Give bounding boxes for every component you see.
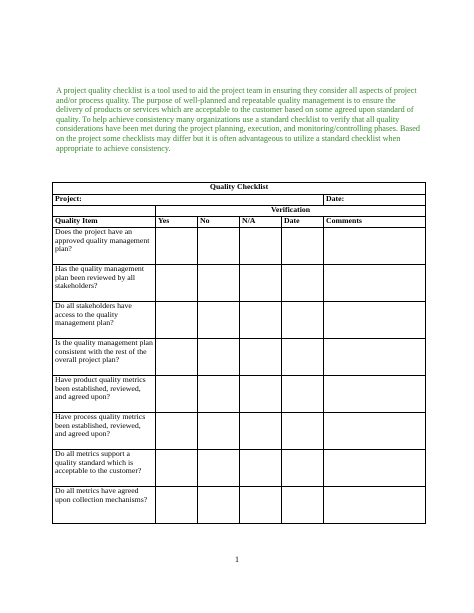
table-row: [53, 376, 426, 413]
table-title-row: [53, 183, 426, 195]
verification-label: Verification: [156, 206, 426, 217]
comments-cell[interactable]: [324, 413, 426, 450]
table-title: Quality Checklist: [53, 183, 426, 195]
table-row: [53, 265, 426, 302]
quality-item-cell: Does the project have an approved quality management plan?: [53, 228, 156, 265]
date-cell[interactable]: [282, 265, 324, 302]
no-cell[interactable]: [198, 413, 240, 450]
yes-cell[interactable]: [156, 228, 198, 265]
verification-row: [53, 206, 426, 217]
column-header-yes: Yes: [156, 217, 198, 228]
no-cell[interactable]: [198, 339, 240, 376]
verification-blank-cell: [53, 206, 156, 217]
quality-item-cell: Do all metrics support a quality standard which is acceptable to the customer?: [53, 450, 156, 487]
table-row: [53, 339, 426, 376]
na-cell[interactable]: [240, 302, 282, 339]
column-header-row: [53, 217, 426, 228]
comments-cell[interactable]: [324, 302, 426, 339]
project-label[interactable]: Project:: [53, 195, 324, 206]
date-label[interactable]: Date:: [324, 195, 426, 206]
column-header-item: Quality Item: [53, 217, 156, 228]
na-cell[interactable]: [240, 339, 282, 376]
yes-cell[interactable]: [156, 413, 198, 450]
comments-cell[interactable]: [324, 228, 426, 265]
table-row: [53, 413, 426, 450]
date-cell[interactable]: [282, 228, 324, 265]
project-row: [53, 195, 426, 206]
comments-cell[interactable]: [324, 450, 426, 487]
na-cell[interactable]: [240, 228, 282, 265]
no-cell[interactable]: [198, 487, 240, 524]
yes-cell[interactable]: [156, 487, 198, 524]
column-header-na: N/A: [240, 217, 282, 228]
table-row: [53, 450, 426, 487]
quality-item-cell: Have process quality metrics been established, reviewed, and agreed upon?: [53, 413, 156, 450]
table-row: [53, 302, 426, 339]
quality-item-cell: Do all stakeholders have access to the quality management plan?: [53, 302, 156, 339]
column-header-no: No: [198, 217, 240, 228]
yes-cell[interactable]: [156, 265, 198, 302]
intro-paragraph: A project quality checklist is a tool used to aid the project team in ensuring they consider all aspects of project and/or process quality. The purpose of well-planned and repeatable quality management is to ensure the delivery of products or services which are acceptable to the customer based on some agreed upon standard of quality. To help achieve consistency many organizations use a standard checklist to verify that all quality considerations have been met during the project planning, execution, and monitoring/controlling phases. Based on the project some checklists may differ but it is often advantageous to utilize a standard checklist when appropriate to achieve consistency.: [56, 86, 421, 153]
quality-checklist-table: [52, 182, 426, 524]
checklist-rows: [53, 228, 426, 524]
quality-item-cell: Has the quality management plan been reviewed by all stakeholders?: [53, 265, 156, 302]
comments-cell[interactable]: [324, 265, 426, 302]
date-cell[interactable]: [282, 339, 324, 376]
quality-item-cell: Is the quality management plan consistent with the rest of the overall project plan?: [53, 339, 156, 376]
table-row: [53, 487, 426, 524]
comments-cell[interactable]: [324, 376, 426, 413]
no-cell[interactable]: [198, 450, 240, 487]
date-cell[interactable]: [282, 450, 324, 487]
quality-item-cell: Have product quality metrics been established, reviewed, and agreed upon?: [53, 376, 156, 413]
date-cell[interactable]: [282, 487, 324, 524]
na-cell[interactable]: [240, 413, 282, 450]
yes-cell[interactable]: [156, 302, 198, 339]
no-cell[interactable]: [198, 265, 240, 302]
yes-cell[interactable]: [156, 376, 198, 413]
comments-cell[interactable]: [324, 339, 426, 376]
quality-item-cell: Do all metrics have agreed upon collection mechanisms?: [53, 487, 156, 524]
no-cell[interactable]: [198, 376, 240, 413]
column-header-date: Date: [282, 217, 324, 228]
column-header-comments: Comments: [324, 217, 426, 228]
date-cell[interactable]: [282, 376, 324, 413]
page-number: 1: [235, 555, 239, 564]
date-cell[interactable]: [282, 413, 324, 450]
na-cell[interactable]: [240, 265, 282, 302]
table-row: [53, 228, 426, 265]
na-cell[interactable]: [240, 487, 282, 524]
na-cell[interactable]: [240, 450, 282, 487]
yes-cell[interactable]: [156, 339, 198, 376]
no-cell[interactable]: [198, 228, 240, 265]
no-cell[interactable]: [198, 302, 240, 339]
yes-cell[interactable]: [156, 450, 198, 487]
date-cell[interactable]: [282, 302, 324, 339]
na-cell[interactable]: [240, 376, 282, 413]
comments-cell[interactable]: [324, 487, 426, 524]
